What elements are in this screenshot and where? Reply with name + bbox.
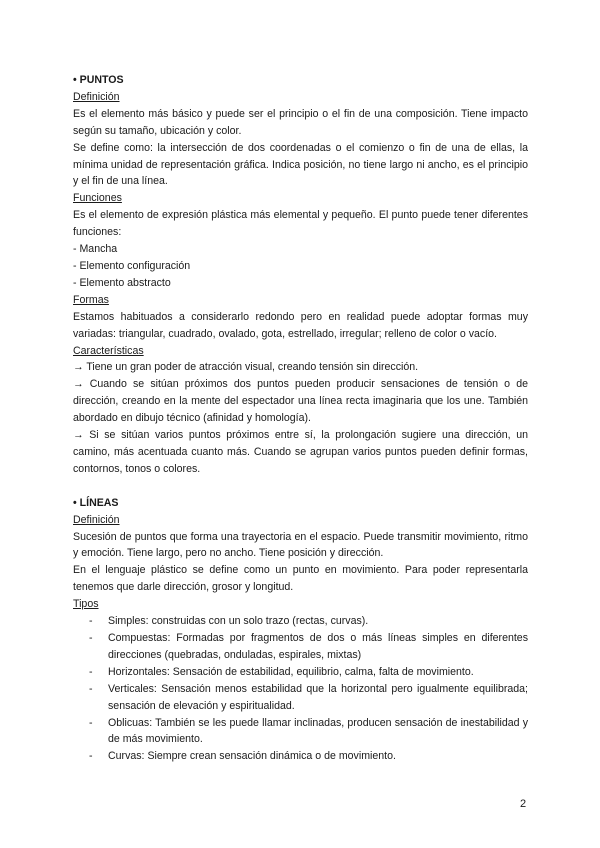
heading-definicion: Definición xyxy=(73,90,120,103)
paragraph: Sucesión de puntos que forma una trayectoria en el espacio. Puede transmitir movimiento, ritmo y emoción. Tiene largo, pero no ancho. Tiene posición y dirección. xyxy=(73,530,528,560)
paragraph: Estamos habituados a considerarlo redondo pero en realidad puede adoptar formas muy variadas: triangular, cuadrado, ovalado, gota, estrellado, irregular; relleno de color o vacío. xyxy=(73,310,528,340)
document-page xyxy=(73,72,528,765)
list-item: - Simples: construidas con un solo trazo (rectas, curvas). xyxy=(73,613,528,630)
list-item: - Mancha xyxy=(73,243,118,256)
paragraph: En el lenguaje plástico se define como un punto en movimiento. Para poder representarla tenemos que darle dirección, grosor y longitud. xyxy=(73,564,528,594)
list-item: - Compuestas: Formadas por fragmentos de dos o más líneas simples en diferentes direcciones (quebradas, onduladas, espirales, mixtas) xyxy=(73,630,528,664)
paragraph: → Tiene un gran poder de atracción visual, creando tensión sin dirección. xyxy=(73,361,419,374)
list-item: - Curvas: Siempre crean sensación dinámica o de movimiento. xyxy=(73,748,528,765)
list-item: - Horizontales: Sensación de estabilidad, equilibrio, calma, falta de movimiento. xyxy=(73,664,528,681)
section-gap xyxy=(73,478,528,495)
list-item: - Elemento abstracto xyxy=(73,276,171,289)
section-title-puntos: • PUNTOS xyxy=(73,74,124,86)
section-title-lineas: • LÍNEAS xyxy=(73,496,119,509)
heading-tipos: Tipos xyxy=(73,598,99,611)
heading-caracteristicas: Características xyxy=(73,344,144,357)
page-number: 2 xyxy=(520,798,527,810)
heading-formas: Formas xyxy=(73,293,109,306)
paragraph: Es el elemento de expresión plástica más elemental y pequeño. El punto puede tener diferentes funciones: xyxy=(73,209,528,239)
paragraph: Es el elemento más básico y puede ser el principio o el fin de una composición. Tiene impacto según su tamaño, ubicación y color. xyxy=(73,107,528,137)
list-item: - Elemento configuración xyxy=(73,259,191,272)
heading-funciones: Funciones xyxy=(73,192,122,205)
list-item: - Verticales: Sensación menos estabilidad que la horizontal pero igualmente equilibrada; sensación de elevación y espiritualidad. xyxy=(73,681,528,715)
paragraph: → Si se sitúan varios puntos próximos entre sí, la prolongación sugiere una dirección, un camino, más acentuada cuanto más. Cuando se agrupan varios puntos pueden definir formas, contornos, tonos o colores. xyxy=(73,429,528,475)
paragraph: Se define como: la intersección de dos coordenadas o el comienzo o fin de una de ellas, la mínima unidad de representación gráfica. Indica posición, no tiene largo ni ancho, es el principio y el fin de una línea. xyxy=(73,141,528,188)
list-item: - Oblicuas: También se les puede llamar inclinadas, producen sensación de inestabilidad y de más movimiento. xyxy=(73,715,528,749)
tipos-list xyxy=(73,613,528,765)
paragraph: → Cuando se sitúan próximos dos puntos pueden producir sensaciones de tensión o de dirección, creando en la mente del espectador una línea recta imaginaria que los une. También abordado en dibujo técnico (afinidad y homología). xyxy=(73,378,528,425)
heading-definicion: Definición xyxy=(73,513,120,526)
